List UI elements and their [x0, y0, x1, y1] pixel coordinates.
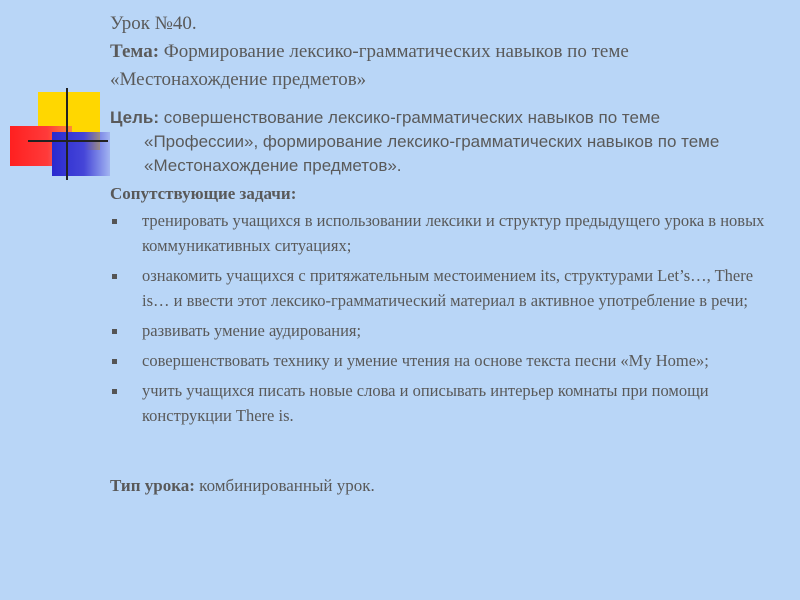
list-item [110, 378, 780, 428]
goal [110, 106, 770, 178]
tasks-heading: Сопутствующие задачи: [110, 184, 297, 203]
goal-label: Цель: [110, 108, 159, 127]
topic-text: Формирование лексико-грамматических навыков по теме «Местонахождение предметов» [110, 41, 629, 90]
topic-label: Тема: [110, 41, 160, 62]
decorative-squares [0, 0, 120, 190]
blue-square [52, 132, 110, 176]
list-item [110, 263, 780, 313]
tasks-list [110, 208, 780, 433]
vertical-line [66, 88, 68, 180]
goal-text: совершенствование лексико-грамматических навыков по теме «Профессии», формирование лексико-грамматических навыков по теме «Местонахождение предметов». [144, 108, 720, 175]
task-text: тренировать учащихся в использовании лексики и структур предыдущего урока в новых коммуникативных ситуациях; [142, 211, 765, 255]
list-item [110, 318, 780, 343]
list-item [110, 348, 780, 373]
bullet-icon [112, 359, 117, 364]
topic [110, 38, 770, 94]
lesson-type-label: Тип урока: [110, 476, 195, 495]
lesson-type [110, 474, 375, 498]
bullet-icon [112, 219, 117, 224]
list-item [110, 208, 780, 258]
task-text: совершенствовать технику и умение чтения на основе текста песни «My Home»; [142, 351, 709, 370]
task-text: ознакомить учащихся с притяжательным местоимением its, структурами Let’s…, There is… и ввести этот лексико-грамматический материал в активное употребление в речи; [142, 266, 754, 310]
bullet-icon [112, 329, 117, 334]
task-text: развивать умение аудирования; [142, 321, 362, 340]
task-text: учить учащихся писать новые слова и описывать интерьер комнаты при помощи конструкции There is. [142, 381, 709, 425]
slide-title [110, 10, 770, 94]
lesson-number: Урок №40. [110, 13, 197, 34]
lesson-type-text: комбинированный урок. [194, 476, 375, 495]
bullet-icon [112, 274, 117, 279]
goal-paragraph [110, 106, 770, 178]
horizontal-line [28, 140, 108, 142]
bullet-icon [112, 389, 117, 394]
